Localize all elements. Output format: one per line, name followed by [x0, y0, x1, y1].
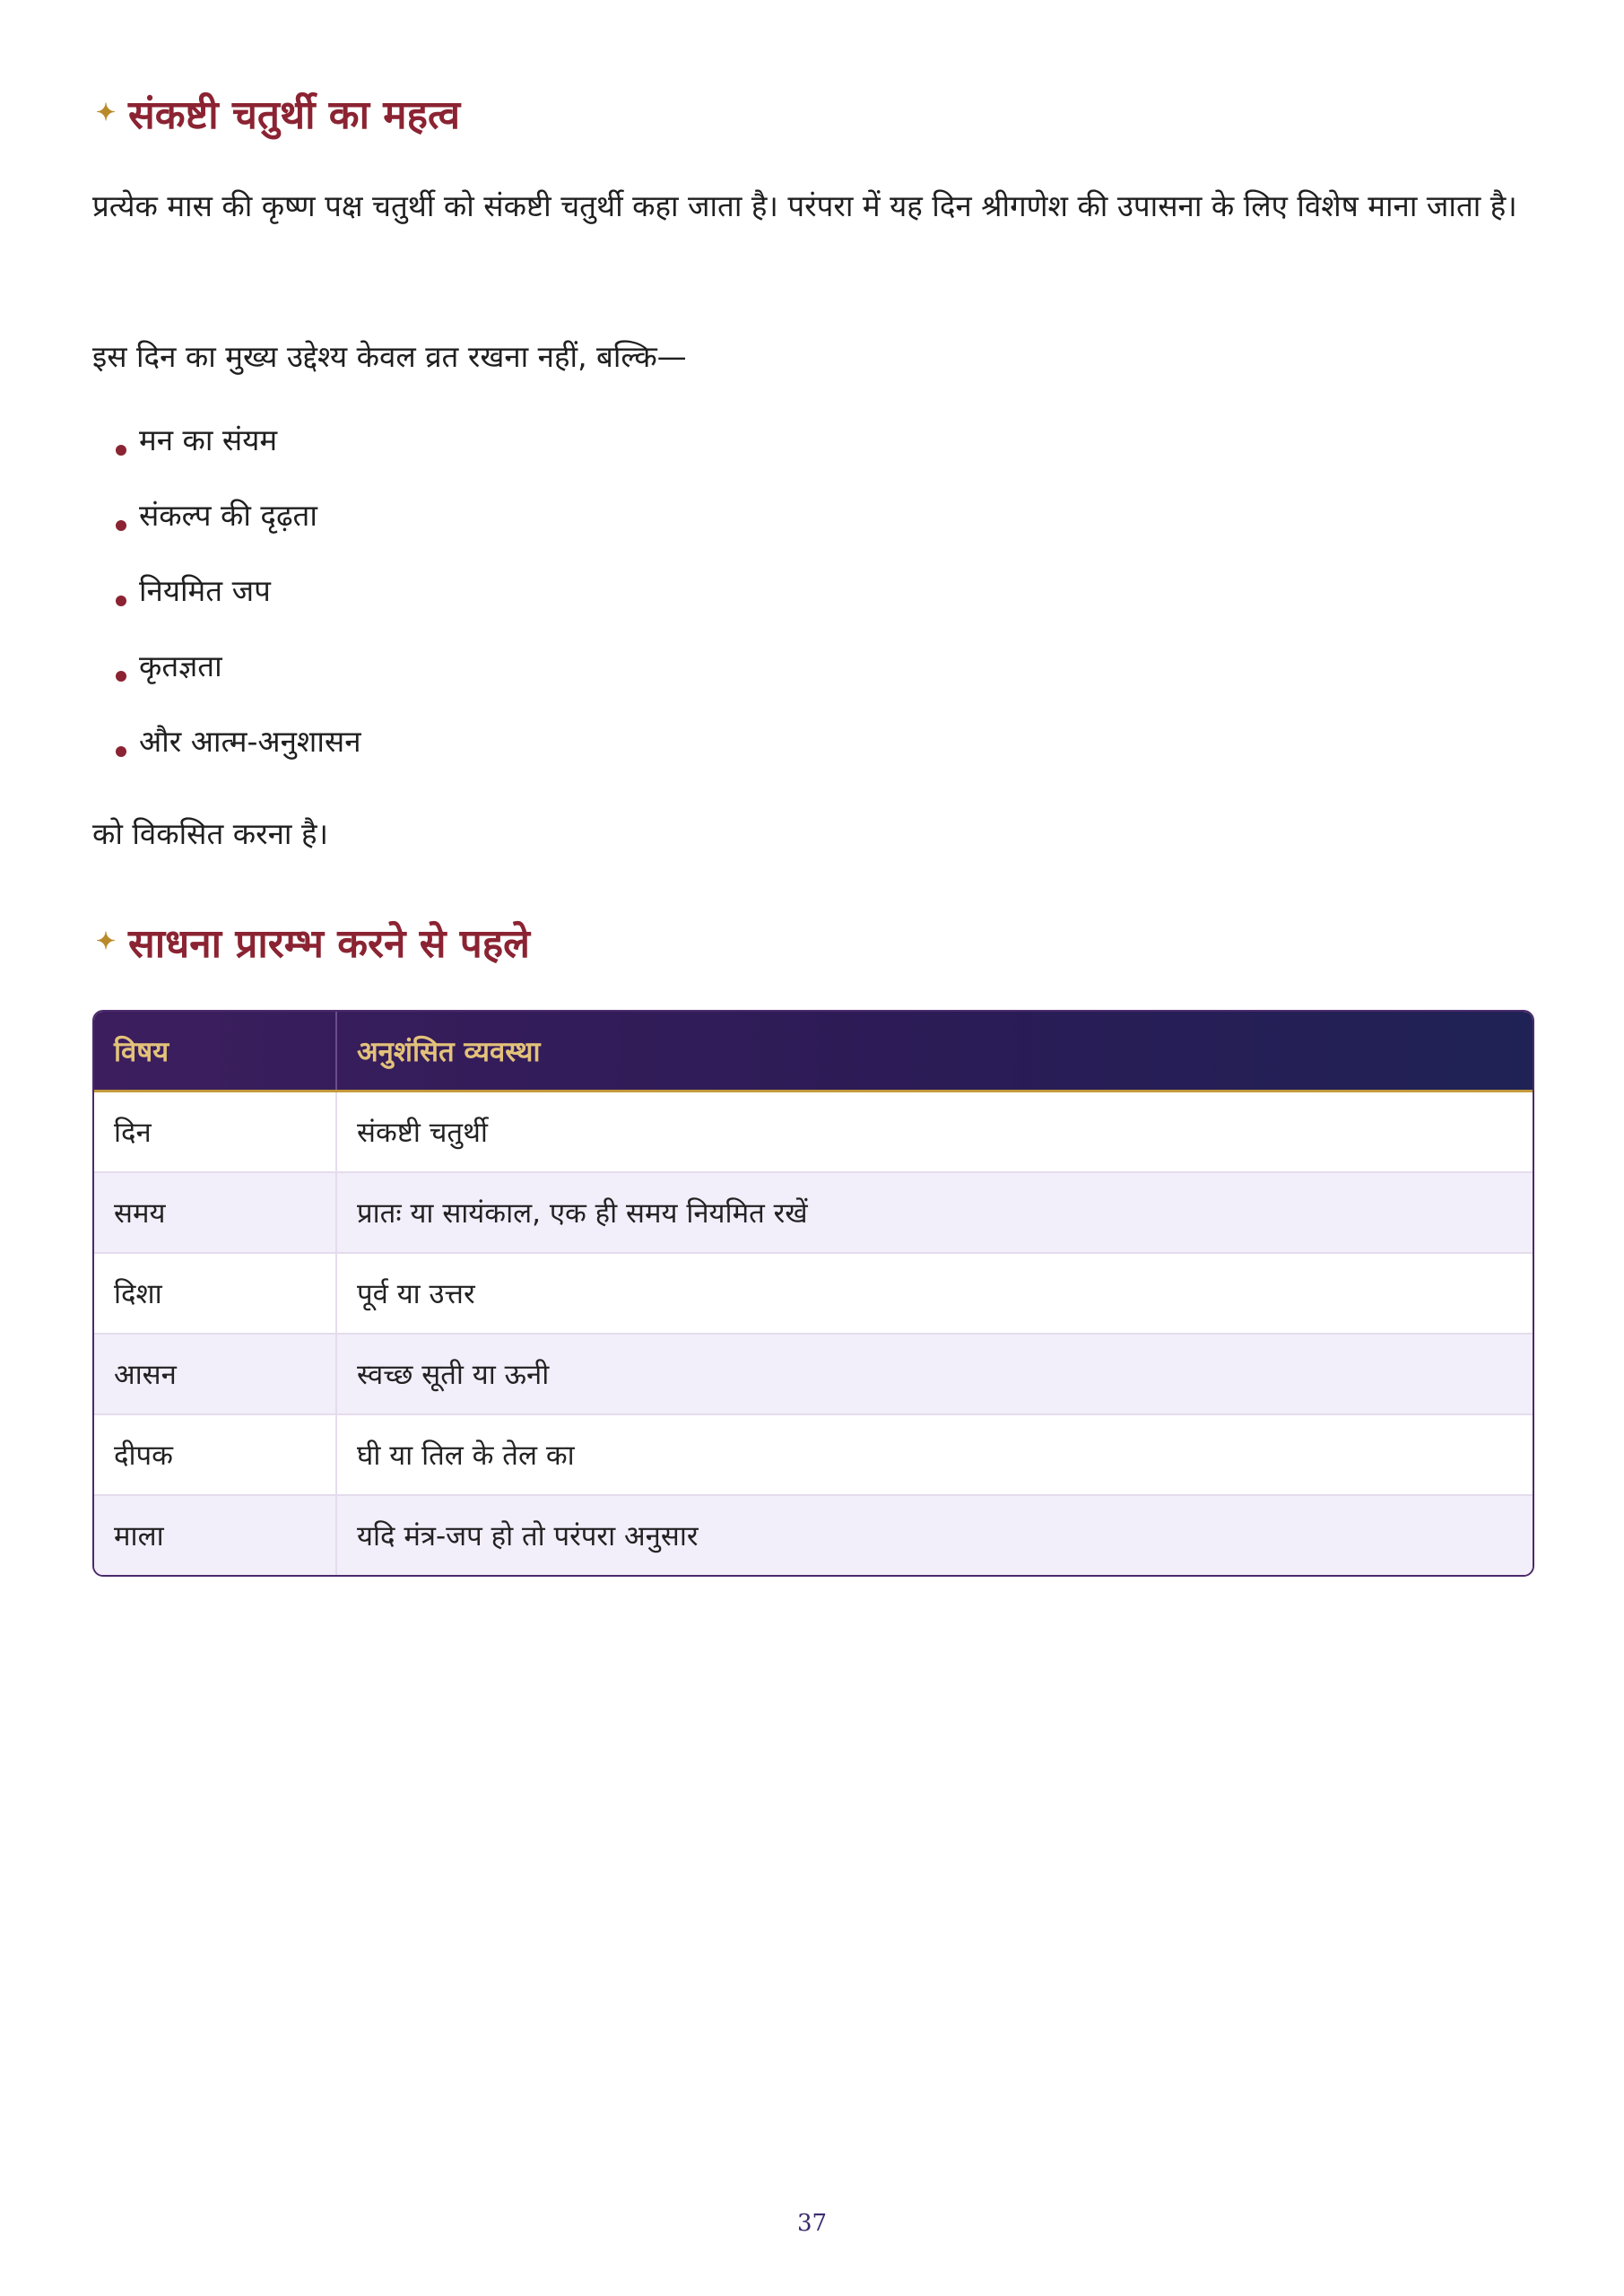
table-cell: यदि मंत्र-जप हो तो परंपरा अनुसार — [336, 1495, 1533, 1575]
dot-icon — [116, 596, 126, 606]
table-cell: माला — [94, 1495, 336, 1575]
table-cell: दीपक — [94, 1414, 336, 1495]
dot-icon — [116, 671, 126, 682]
list-item: नियमित जप — [112, 569, 361, 644]
table-cell: घी या तिल के तेल का — [336, 1414, 1533, 1495]
table-row — [94, 1091, 1533, 1173]
dot-icon — [116, 445, 126, 456]
arrangement-table — [92, 1010, 1534, 1577]
closing-paragraph: को विकसित करना है। — [92, 816, 328, 851]
table-cell: संकष्टी चतुर्थी — [336, 1091, 1533, 1173]
page-number: 37 — [796, 2210, 828, 2237]
table-header-row — [94, 1012, 1533, 1091]
dot-icon — [116, 746, 126, 757]
section-heading-significance — [92, 86, 460, 140]
section-heading-before-sadhana — [92, 915, 530, 969]
list-item: और आत्म-अनुशासन — [112, 719, 361, 795]
table-cell: पूर्व या उत्तर — [336, 1253, 1533, 1334]
heading-text: संकष्टी चतुर्थी का महत्व — [128, 92, 461, 138]
table-cell: आसन — [94, 1334, 336, 1414]
list-item: मन का संयम — [112, 418, 361, 493]
heading-text: साधना प्रारम्भ करने से पहले — [128, 921, 530, 967]
column-header-arrangement: अनुशंसित व्यवस्था — [357, 1035, 541, 1068]
table-cell: दिन — [94, 1091, 336, 1173]
list-item: संकल्प की दृढ़ता — [112, 493, 361, 569]
purpose-paragraph: इस दिन का मुख्य उद्देश्य केवल व्रत रखना नहीं, बल्कि— — [92, 339, 687, 374]
table-row — [94, 1172, 1533, 1253]
list-item: कृतज्ञता — [112, 644, 361, 719]
column-header-subject: विषय — [94, 1012, 336, 1091]
table-row — [94, 1253, 1533, 1334]
table-cell: स्वच्छ सूती या ऊनी — [336, 1334, 1533, 1414]
dot-icon — [116, 520, 126, 531]
table-row — [94, 1495, 1533, 1575]
table-row — [94, 1334, 1533, 1414]
four-point-star-icon: ✦ — [96, 100, 116, 126]
intro-paragraph: प्रत्येक मास की कृष्ण पक्ष चतुर्थी को संकष्टी चतुर्थी कहा जाता है। परंपरा में यह दिन श्रीगणेश की उपासना के लिए विशेष माना जाता है। — [92, 188, 1517, 223]
table-row — [94, 1414, 1533, 1495]
table-cell: प्रातः या सायंकाल, एक ही समय नियमित रखें — [336, 1172, 1533, 1253]
four-point-star-icon: ✦ — [96, 928, 116, 955]
table-cell: दिशा — [94, 1253, 336, 1334]
table-cell: समय — [94, 1172, 336, 1253]
purpose-list — [112, 418, 361, 795]
